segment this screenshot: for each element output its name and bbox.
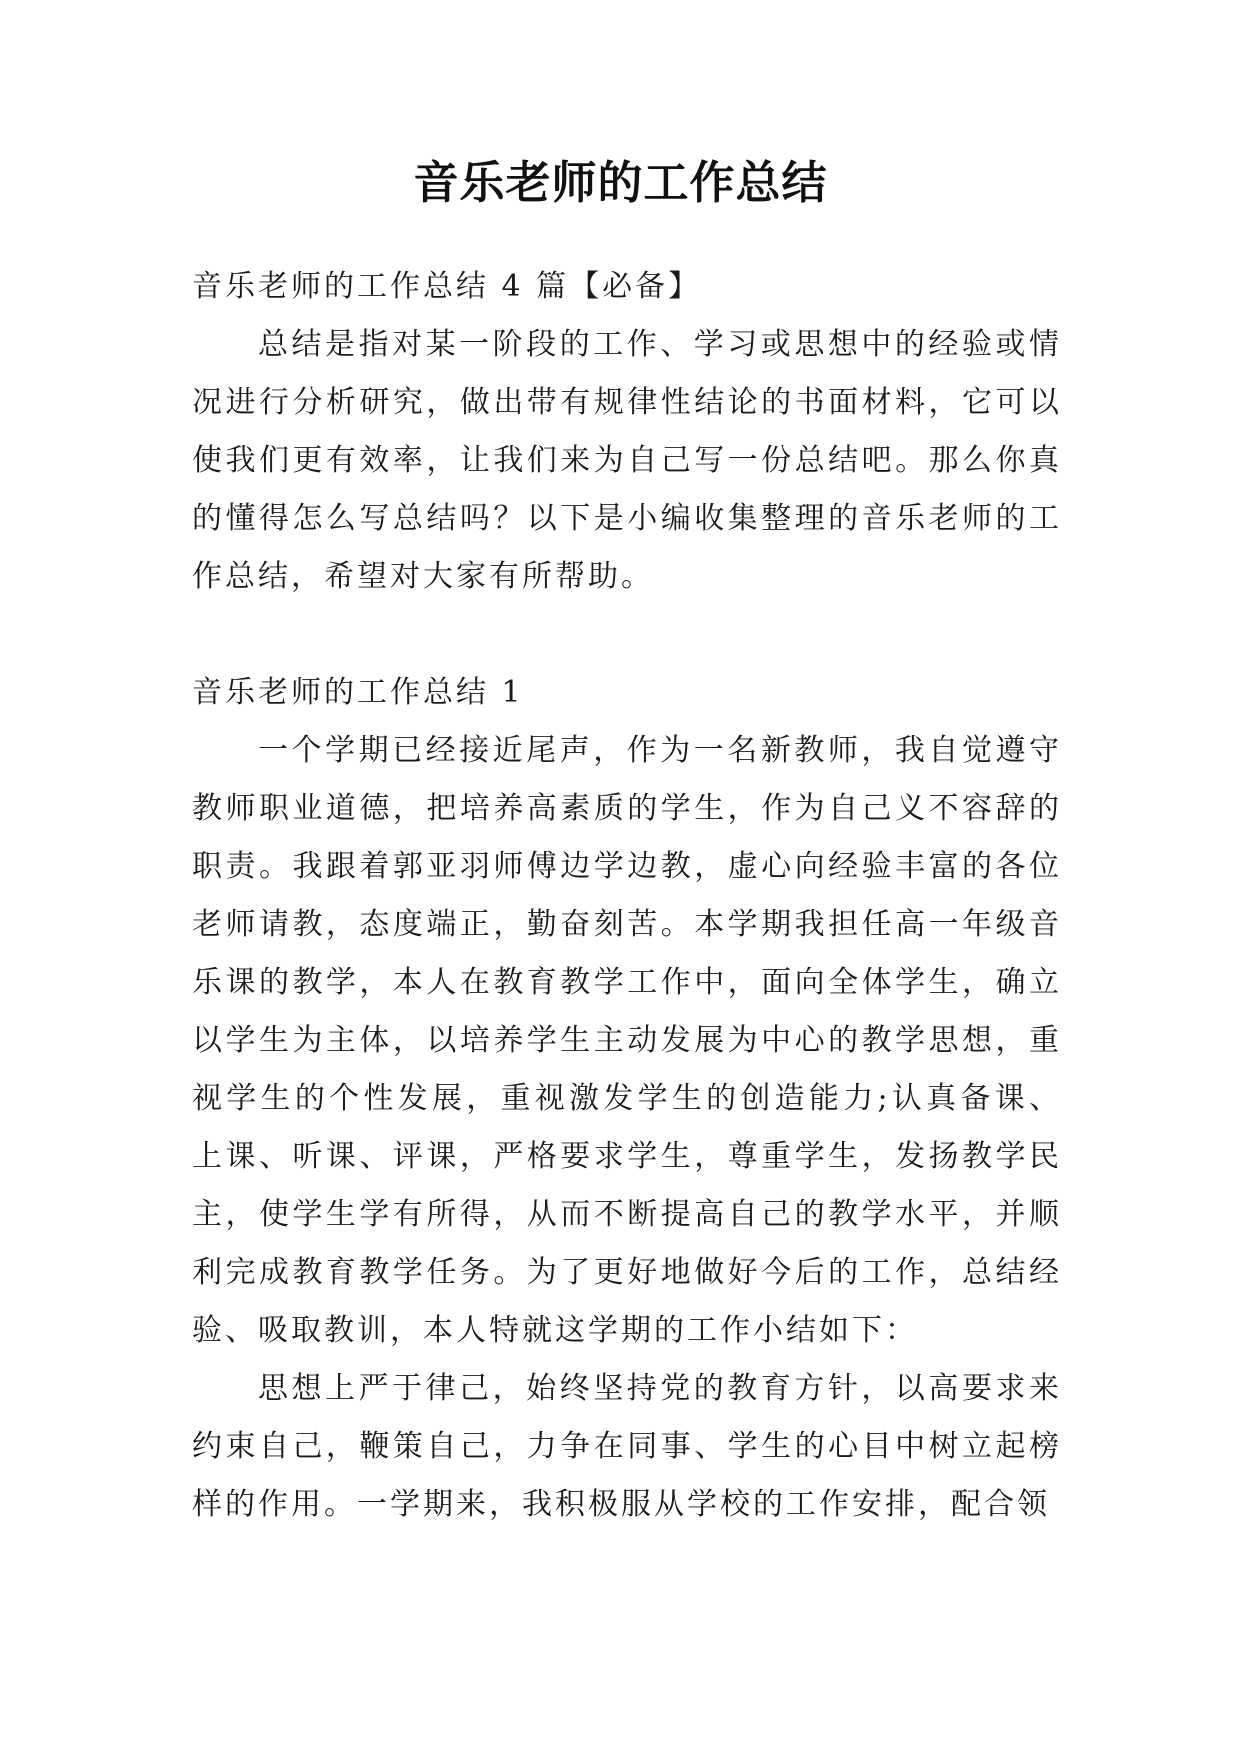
section-paragraph: 思想上严于律己，始终坚持党的教育方针，以高要求来约束自己，鞭策自己，力争在同事、学生的心目中树立起榜样的作用。一学期来，我积极服从学校的工作安排，配合领 xyxy=(192,1371,1062,1522)
document-title: 音乐老师的工作总结 xyxy=(413,156,828,209)
section-heading: 音乐老师的工作总结 1 xyxy=(192,675,524,710)
paragraph-gap xyxy=(192,606,1062,664)
intro-paragraph: 总结是指对某一阶段的工作、学习或思想中的经验或情况进行分析研究，做出带有规律性结论的书面材料，它可以使我们更有效率，让我们来为自己写一份总结吧。那么你真的懂得怎么写总结吗？以下是小编收集整理的音乐老师的工作总结，希望对大家有所帮助。 xyxy=(192,327,1062,594)
document-subtitle: 音乐老师的工作总结 4 篇【必备】 xyxy=(192,269,702,304)
section-paragraph: 一个学期已经接近尾声，作为一名新教师，我自觉遵守教师职业道德，把培养高素质的学生，作为自己义不容辞的职责。我跟着郭亚羽师傅边学边教，虚心向经验丰富的各位老师请教，态度端正，勤奋刻苦。本学期我担任高一年级音乐课的教学，本人在教育教学工作中，面向全体学生，确立以学生为主体，以培养学生主动发展为中心的教学思想，重视学生的个性发展，重视激发学生的创造能力;认真备课、上课、听课、评课，严格要求学生，尊重学生，发扬教学民主，使学生学有所得，从而不断提高自己的教学水平，并顺利完成教育教学任务。为了更好地做好今后的工作，总结经验、吸取教训，本人特就这学期的工作小结如下： xyxy=(192,733,1062,1348)
document-body xyxy=(192,258,1062,1534)
